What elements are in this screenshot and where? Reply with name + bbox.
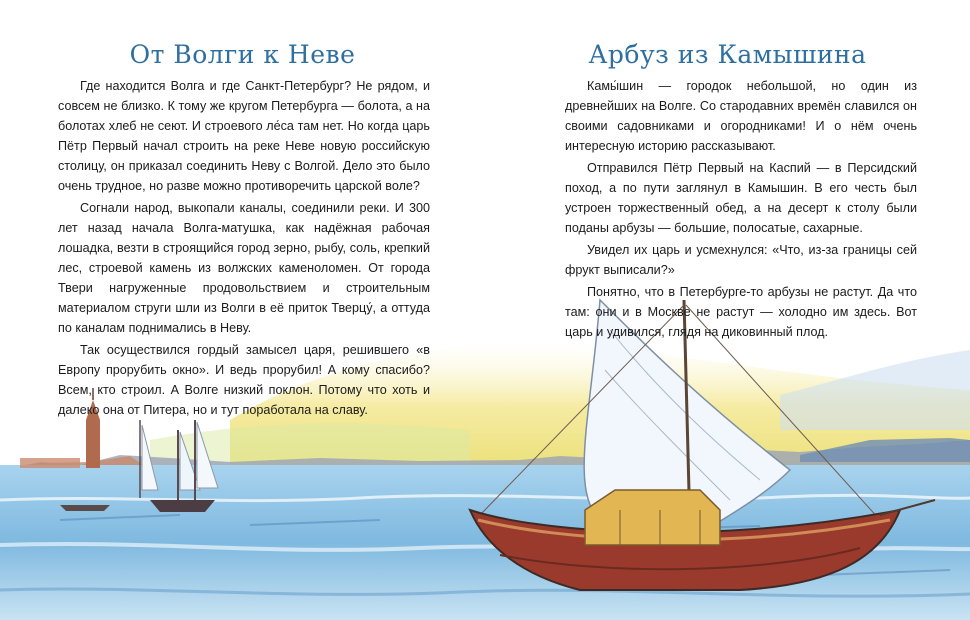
paragraph: Согнали народ, выкопали каналы, соединили реки. И 300 лет назад начала Волга-матушка, как надёжная рабочая лошадка, везти в строящийся город зерно, рыбу, соль, крепкий лес, строевой камень из волжских каменоломен. От города Твери нагруженные продовольствием и строительным материалом струги шли из Волги в её приток Тверцу́, а оттуда по каналам поднимались в Неву. [58, 201, 430, 335]
right-page-title: Арбуз из Камышина [588, 40, 867, 69]
paragraph: Отправился Пётр Первый на Каспий — в Персидский поход, а по пути заглянул в Камышин. В его честь был устроен торжественный обед, а на десерт к столу были поданы арбузы — большие, полосатые, сахарные. [565, 161, 917, 235]
paragraph: Где находится Волга и где Санкт-Петербург? Не рядом, и совсем не близко. К тому же кругом Петербурга — болота, а на болотах хлеб не сеют. И строевого ле́са там нет. Но когда царь Пётр Первый начал строить на реке Неве новую российскую столицу, он приказал соединить Неву с Волгой. Дело это было очень трудное, но разве можно противоречить царской воле? [58, 79, 430, 193]
paragraph: Понятно, что в Петербурге-то арбузы не растут. Да что там: они и в Москве не растут — холодно им здесь. Вот царь и удивился, глядя на диковинный плод. [565, 285, 917, 339]
paragraph: Так осуществился гордый замысел царя, решившего «в Европу прорубить окно». И ведь прорубил! А кому спасибо? Всем, кто строил. А Волге низкий поклон. Потому что хоть и далеко она от Питера, но и тут поработала на славу. [58, 343, 430, 417]
paragraph: Камы́шин — городок небольшой, но один из древнейших на Волге. Со стародавних времён славился он своими садовниками и огородниками! И о нём очень интересную историю рассказывают. [565, 79, 917, 153]
left-page-title: От Волги к Неве [129, 40, 356, 69]
paragraph: Увидел их царь и усмехнулся: «Что, из-за границы сей фрукт выписали?» [565, 243, 917, 277]
right-page [485, 0, 970, 620]
left-page-text [58, 76, 430, 422]
right-page-text [565, 76, 917, 344]
